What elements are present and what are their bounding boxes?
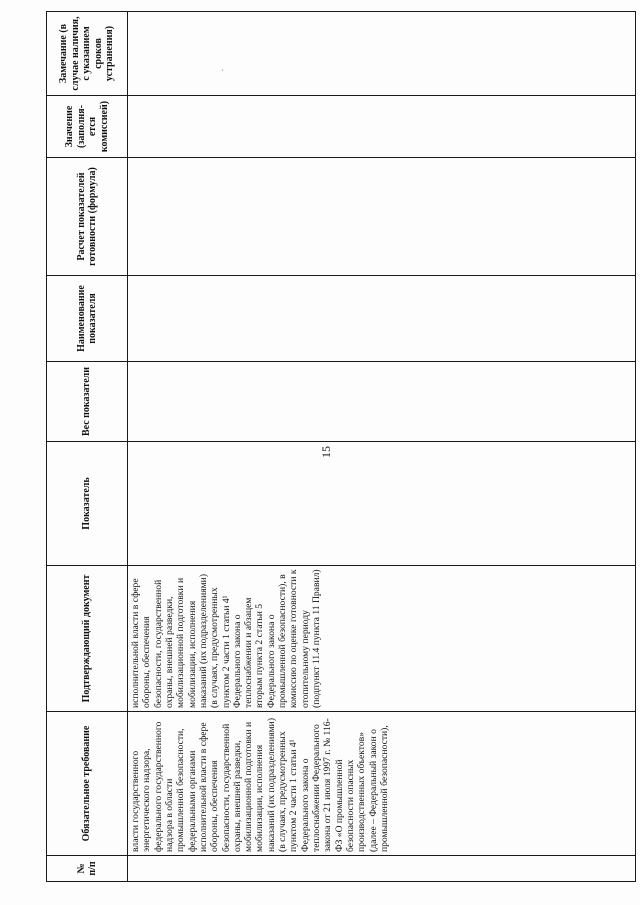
cell-num bbox=[128, 856, 636, 882]
table-row bbox=[128, 12, 636, 882]
cell-calc bbox=[128, 158, 636, 276]
cell-value bbox=[128, 96, 636, 158]
cell-indicator bbox=[128, 442, 636, 566]
cell-note bbox=[128, 12, 636, 96]
header-weight: Вес показатели bbox=[47, 362, 128, 442]
header-calc: Расчет показателей готовности (формула) bbox=[47, 158, 128, 276]
header-requirement: Обязательное требование bbox=[47, 712, 128, 856]
header-note: Замечание (в случае наличия, с указанием сроков устранения) bbox=[47, 12, 128, 96]
cell-document: исполнительной власти в сфере обороны, обеспечения безопасности, государственной охраны, внешней разведки, мобилизационной подготовки и мобилизации, исполнения наказаний (их подразделениями) (в случаях, предусмотренных пунктом 2 части 1 статьи 4¹ Федерального закона о теплоснабжении и абзацем вторым пункта 2 статьи 5 Федерального закона о промышленной безопасности), в комиссию по оценке готовности к отопительному периоду (подпункт 11.4 пункта 11 Правил) bbox=[128, 566, 636, 712]
header-indicator: Показатель bbox=[47, 442, 128, 566]
page-number-text: 15 bbox=[319, 446, 333, 458]
stray-mark: · bbox=[221, 66, 224, 75]
header-value: Значение (заполня-ется комиссией) bbox=[47, 96, 128, 158]
cell-name bbox=[128, 276, 636, 362]
header-num: № п/п bbox=[47, 856, 128, 882]
rotated-table-wrapper bbox=[46, 12, 636, 882]
cell-weight bbox=[128, 362, 636, 442]
cell-requirement: власти государственного энергетического надзора, федерального государственного надзора в области промышленной безопасности, федеральными органами исполнительной власти в сфере обороны, обеспечения безопасности, государственной охраны, внешней разведки, мобилизационной подготовки и мобилизации, исполнения наказаний (их подразделениями) (в случаях, предусмотренных пунктом 2 части 1 статьи 4¹ Федерального закона о теплоснабжении Федерального закона от 21 июля 1997 г. № 116-ФЗ «О промышленной безопасности опасных производственных объектов» (далее – Федеральный закон о промышленной безопасности), bbox=[128, 712, 636, 856]
table-header-row bbox=[47, 12, 128, 882]
header-document: Подтверждающий документ bbox=[47, 566, 128, 712]
readiness-table bbox=[46, 11, 636, 882]
header-name: Наименование показателя bbox=[47, 276, 128, 362]
